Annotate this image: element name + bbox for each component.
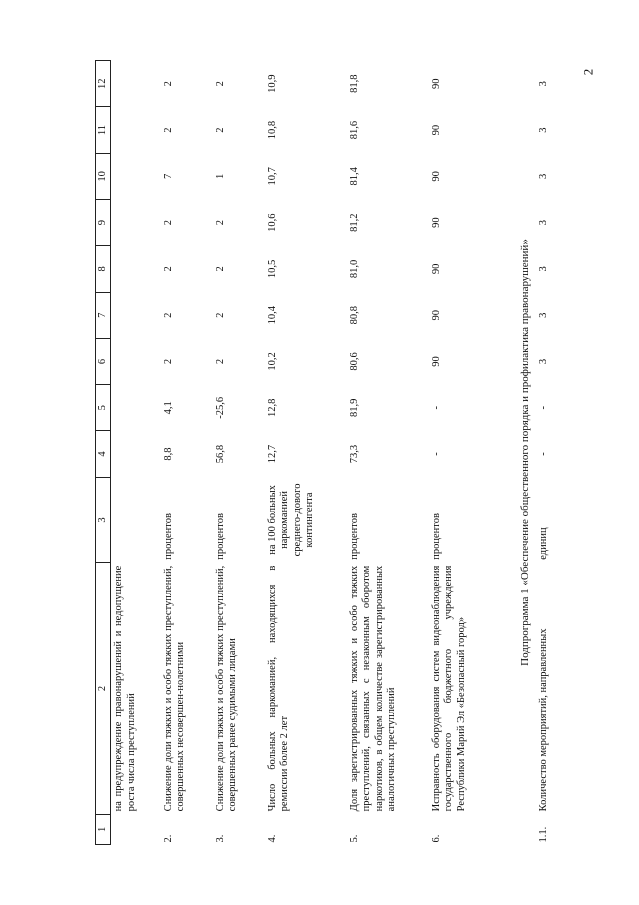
value-cell: -: [430, 406, 442, 410]
header-cell: 5: [96, 385, 111, 431]
rotated-table-container: [95, 60, 590, 845]
value-cell: 2: [162, 127, 174, 133]
subprogram-title: Подпрограмма 1 «Обеспечение общественного порядка и профилактика правонарушений»: [518, 239, 531, 666]
value-cell: 3: [537, 81, 549, 87]
unit: процентов: [214, 513, 226, 560]
row-number: 3.: [214, 834, 226, 843]
header-cell: 1: [96, 814, 111, 844]
value-cell: [111, 246, 161, 292]
unit: [111, 477, 161, 563]
value-cell: [111, 61, 161, 107]
value-cell: 10,5: [266, 259, 278, 279]
value-cell: 90: [430, 124, 442, 136]
value-cell: 3: [537, 358, 549, 365]
value-cell: 2: [214, 127, 226, 133]
indicator-name: на предупреждение правонарушений и недопущение роста числа преступлений: [113, 565, 137, 812]
header-cell: 8: [96, 246, 111, 292]
value-cell: [111, 107, 161, 153]
indicator-name: Число больных наркоманией, находящихся в ремиссии более 2 лет: [266, 565, 291, 812]
row-number: 5.: [348, 834, 360, 843]
unit: процентов: [430, 513, 442, 560]
subprogram-row: [515, 61, 536, 845]
value-cell: 1: [214, 173, 226, 179]
value-cell: -: [430, 452, 442, 456]
value-cell: 2: [162, 220, 174, 226]
value-cell: [111, 153, 161, 199]
value-cell: 12,7: [266, 444, 278, 464]
header-cell: 6: [96, 338, 111, 384]
value-cell: 90: [430, 78, 442, 89]
value-cell: [111, 200, 161, 246]
table-row: [161, 61, 213, 845]
value-cell: 90: [430, 263, 442, 275]
value-cell: 8,8: [162, 447, 174, 461]
indicator-name: Снижение доли тяжких и особо тяжких преступлений, совершенных ранее судимыми лицами: [214, 565, 239, 812]
row-number: 1.1.: [537, 826, 549, 843]
value-cell: -25,6: [214, 396, 226, 419]
table-row: [213, 61, 265, 845]
value-cell: 90: [430, 217, 442, 228]
value-cell: 10,6: [266, 213, 278, 232]
indicator-name: Доля зарегистрированных тяжких и особо тяжких преступлений, связанных с незаконным оборотом наркотиков, в общем количестве зарегистрированных аналогичных преступлений: [348, 565, 398, 812]
value-cell: 10,7: [266, 167, 278, 186]
header-row: [96, 61, 111, 845]
value-cell: 12,8: [266, 398, 278, 417]
value-cell: 90: [430, 356, 442, 367]
value-cell: [111, 431, 161, 477]
value-cell: 90: [430, 309, 442, 321]
value-cell: 3: [537, 220, 549, 226]
value-cell: 81,2: [348, 213, 360, 232]
table-row: [429, 61, 515, 845]
value-cell: 10,8: [266, 120, 278, 140]
value-cell: 2: [214, 81, 226, 87]
row-number: 4.: [266, 834, 278, 843]
header-cell: 11: [96, 107, 111, 153]
row-number: [111, 814, 161, 844]
value-cell: 2: [162, 312, 174, 318]
value-cell: 2: [162, 81, 174, 87]
unit: на 100 больных наркоманией среднего-дового контингента: [266, 483, 316, 557]
value-cell: 3: [537, 127, 549, 133]
value-cell: 81,6: [348, 120, 360, 140]
value-cell: 90: [430, 171, 442, 182]
unit: процентов: [348, 513, 360, 560]
value-cell: [111, 338, 161, 384]
header-cell: 2: [96, 563, 111, 815]
value-cell: 2: [214, 266, 226, 272]
value-cell: 80,8: [348, 306, 360, 325]
table-row: [265, 61, 347, 845]
value-cell: 4,1: [162, 401, 174, 415]
value-cell: 81,0: [348, 259, 360, 279]
indicator-name: Исправность оборудования систем видеонаблюдения государственного бюджетного учреждения Республики Марий Эл «Безопасный город»: [430, 565, 467, 812]
indicator-name: Количество мероприятий, направленных: [537, 628, 549, 812]
header-cell: 9: [96, 200, 111, 246]
value-cell: 2: [162, 266, 174, 272]
header-cell: 4: [96, 431, 111, 477]
table-row: [111, 61, 161, 845]
value-cell: 3: [537, 173, 549, 179]
value-cell: 81,8: [348, 74, 360, 93]
value-cell: 2: [214, 220, 226, 226]
header-cell: 3: [96, 477, 111, 563]
value-cell: [111, 292, 161, 338]
header-cell: 12: [96, 61, 111, 107]
row-number: 2.: [162, 834, 174, 843]
value-cell: 3: [537, 266, 549, 272]
unit: процентов: [162, 513, 174, 560]
value-cell: 81,4: [348, 167, 360, 186]
header-cell: 10: [96, 153, 111, 199]
value-cell: -: [537, 452, 549, 456]
value-cell: [111, 385, 161, 431]
value-cell: 3: [537, 312, 549, 318]
value-cell: 73,3: [348, 444, 360, 464]
value-cell: 7: [162, 173, 174, 179]
value-cell: -: [537, 406, 549, 410]
value-cell: 10,4: [266, 306, 278, 325]
value-cell: 10,2: [266, 352, 278, 371]
table-row: [536, 61, 566, 845]
row-number: 6.: [430, 834, 442, 843]
value-cell: 2: [214, 358, 226, 365]
value-cell: 2: [162, 358, 174, 365]
unit: единиц: [537, 527, 549, 560]
header-cell: 7: [96, 292, 111, 338]
value-cell: 2: [214, 312, 226, 318]
value-cell: 80,6: [348, 352, 360, 371]
value-cell: 56,8: [214, 444, 226, 464]
value-cell: 81,9: [348, 398, 360, 417]
page-number: 2: [580, 68, 596, 76]
indicators-table: [95, 60, 566, 845]
table-row: [347, 61, 429, 845]
value-cell: 10,9: [266, 74, 278, 93]
indicator-name: Снижение доли тяжких и особо тяжких преступлений, совершенных несовершен-нолетними: [162, 565, 187, 812]
